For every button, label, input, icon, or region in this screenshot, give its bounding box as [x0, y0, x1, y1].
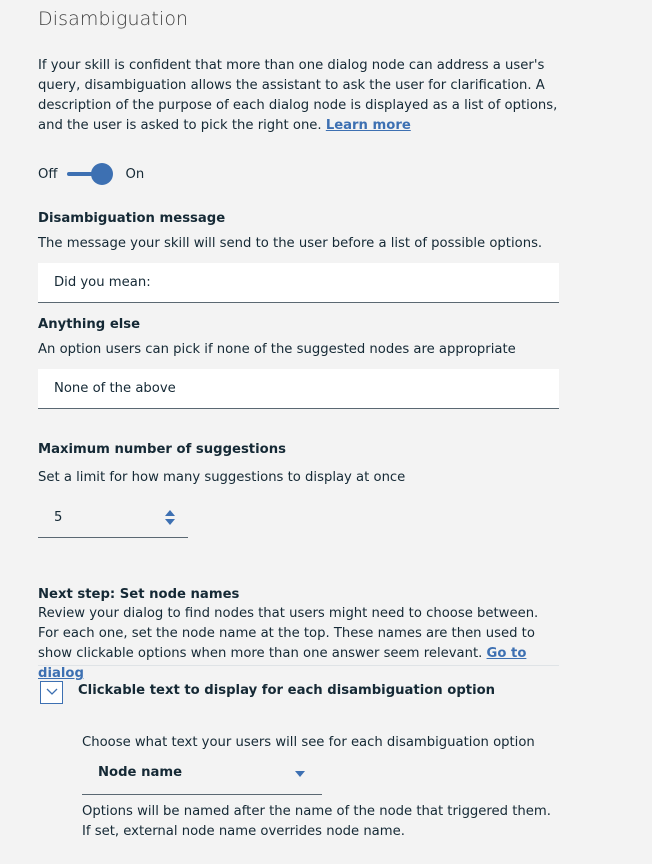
chevron-down-icon — [46, 688, 58, 696]
display-text-select[interactable] — [82, 754, 322, 795]
disambiguation-message-help: The message your skill will send to the user before a list of possible options. — [38, 236, 543, 251]
increment-arrow-icon[interactable] — [165, 510, 175, 516]
clickable-text-accordion-title[interactable]: Clickable text to display for each disambiguation option — [78, 683, 496, 698]
next-step-body: Review your dialog to find nodes that users might need to choose between. For each one, set the node name at the top. These names are then used to show clickable options when more than one answer seem relevant. — [38, 606, 539, 661]
disambiguation-message-input[interactable] — [38, 263, 559, 303]
section-divider — [38, 665, 559, 666]
anything-else-label: Anything else — [38, 317, 141, 332]
next-step-text — [38, 604, 563, 684]
anything-else-input[interactable] — [38, 369, 559, 409]
display-text-selected-value: Node name — [98, 765, 183, 780]
disambiguation-message-label: Disambiguation message — [38, 211, 226, 226]
toggle-on-label: On — [125, 166, 145, 182]
disambiguation-toggle[interactable] — [67, 163, 115, 185]
toggle-knob[interactable] — [91, 163, 113, 185]
learn-more-link[interactable]: Learn more — [325, 118, 411, 133]
disambiguation-toggle-row — [38, 163, 144, 185]
go-to-dialog-link[interactable]: Go to dialog — [38, 646, 527, 681]
next-step-title: Next step: Set node names — [38, 587, 240, 602]
up-down-stepper-icon[interactable] — [164, 510, 176, 526]
display-text-choose-label: Choose what text your users will see for each disambiguation option — [82, 735, 535, 750]
toggle-off-label: Off — [38, 166, 58, 182]
max-suggestions-help: Set a limit for how many suggestions to display at once — [38, 470, 406, 485]
clickable-text-accordion-toggle[interactable] — [40, 681, 63, 704]
decrement-arrow-icon[interactable] — [165, 519, 175, 525]
section-title: Disambiguation — [38, 8, 189, 30]
anything-else-help: An option users can pick if none of the suggested nodes are appropriate — [38, 342, 516, 357]
intro-body: If your skill is confident that more than one dialog node can address a user's query, disambiguation allows the assistant to ask the user for clarification. A description of the purpose of each dialog node is displayed as a list of options, and the user is asked to pick the right one. — [38, 58, 558, 133]
caret-down-icon — [295, 771, 305, 777]
display-text-help: Options will be named after the name of the node that triggered them. If set, external node name overrides node name. — [82, 804, 551, 839]
max-suggestions-input[interactable] — [38, 497, 158, 537]
max-suggestions-field — [38, 497, 188, 538]
max-suggestions-label: Maximum number of suggestions — [38, 442, 286, 457]
intro-text — [38, 56, 563, 136]
